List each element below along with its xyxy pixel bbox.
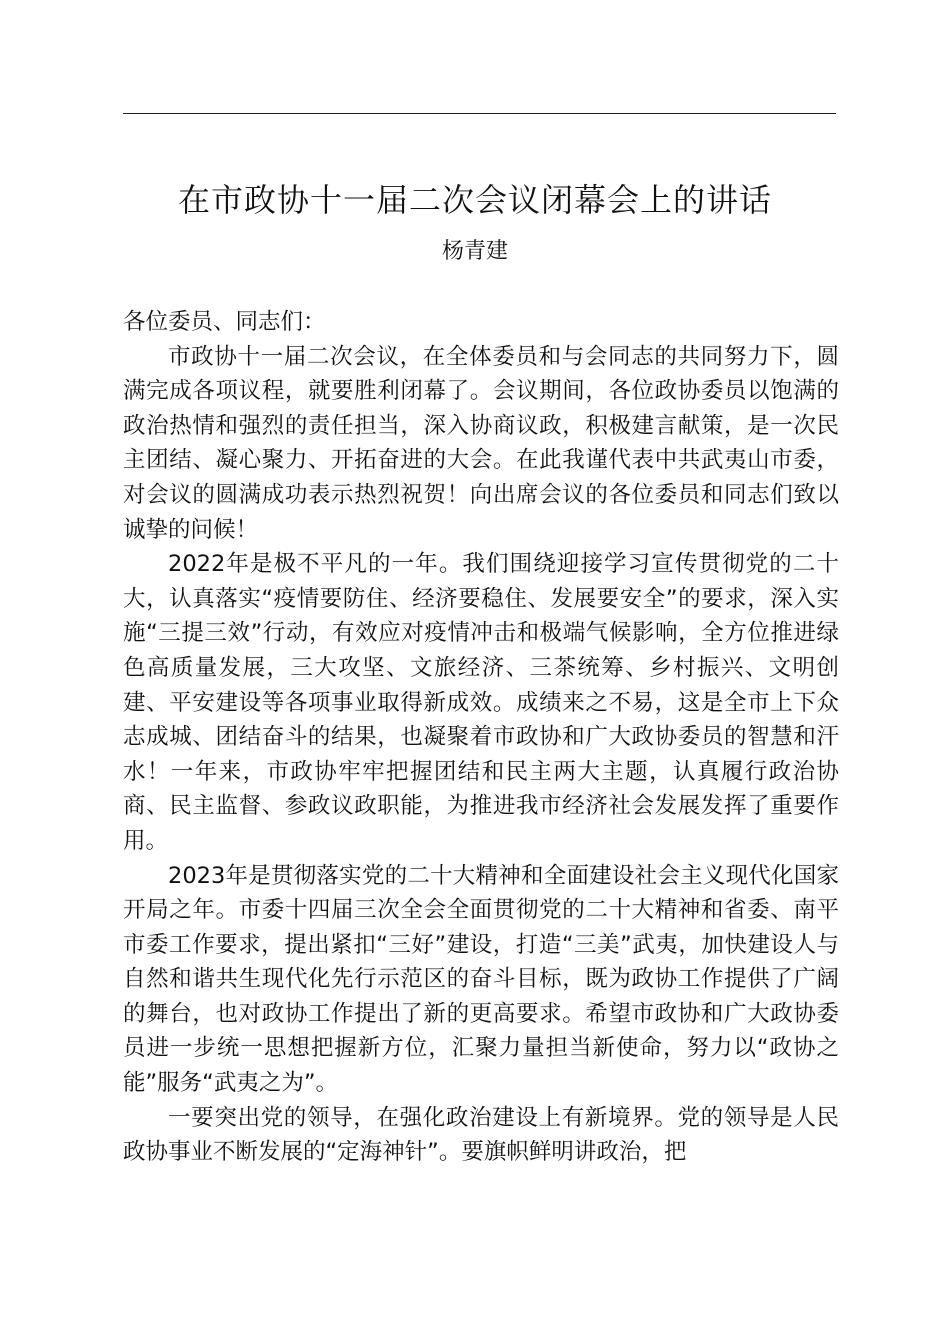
paragraph-4: 一要突出党的领导，在强化政治建设上有新境界。党的领导是人民政协事业不断发展的“定海神针”。要旗帜鲜明讲政治，把	[123, 1104, 839, 1166]
header-rule	[123, 113, 836, 114]
paragraph-1: 市政协十一届二次会议，在全体委员和与会同志的共同努力下，圆满完成各项议程，就要胜利闭幕了。会议期间，各位政协委员以饱满的政治热情和强烈的责任担当，深入协商议政，积极建言献策，是一次民主团结、凝心聚力、开拓奋进的大会。在此我谨代表中共武夷山市委，对会议的圆满成功表示热烈祝贺！向出席会议的各位委员和同志们致以诚挚的问候！	[123, 343, 839, 543]
speech-title: 在市政协十一届二次会议闭幕会上的讲话	[177, 181, 772, 219]
speech-body	[123, 305, 839, 1170]
speech-author: 杨青建	[441, 239, 508, 264]
paragraph-3: 2023年是贯彻落实党的二十大精神和全面建设社会主义现代化国家开局之年。市委十四届三次全会全面贯彻党的二十大精神和省委、南平市委工作要求，提出紧扣“三好”建设，打造“三美”武夷，加快建设人与自然和谐共生现代化先行示范区的奋斗目标，既为政协工作提供了广阔的舞台，也对政协工作提出了新的更高要求。希望市政协和广大政协委员进一步统一思想把握新方位，汇聚力量担当新使命，努力以“政协之能”服务“武夷之为”。	[123, 862, 839, 1097]
paragraph-2: 2022年是极不平凡的一年。我们围绕迎接学习宣传贯彻党的二十大，认真落实“疫情要防住、经济要稳住、发展要安全”的要求，深入实施“三提三效”行动，有效应对疫情冲击和极端气候影响，全方位推进绿色高质量发展，三大攻坚、文旅经济、三茶统筹、乡村振兴、文明创建、平安建设等各项事业取得新成效。成绩来之不易，这是全市上下众志成城、团结奋斗的结果，也凝聚着市政协和广大政协委员的智慧和汗水！一年来，市政协牢牢把握团结和民主两大主题，认真履行政治协商、民主监督、参政议政职能，为推进我市经济社会发展发挥了重要作用。	[123, 551, 839, 854]
salutation: 各位委员、同志们：	[123, 309, 326, 335]
